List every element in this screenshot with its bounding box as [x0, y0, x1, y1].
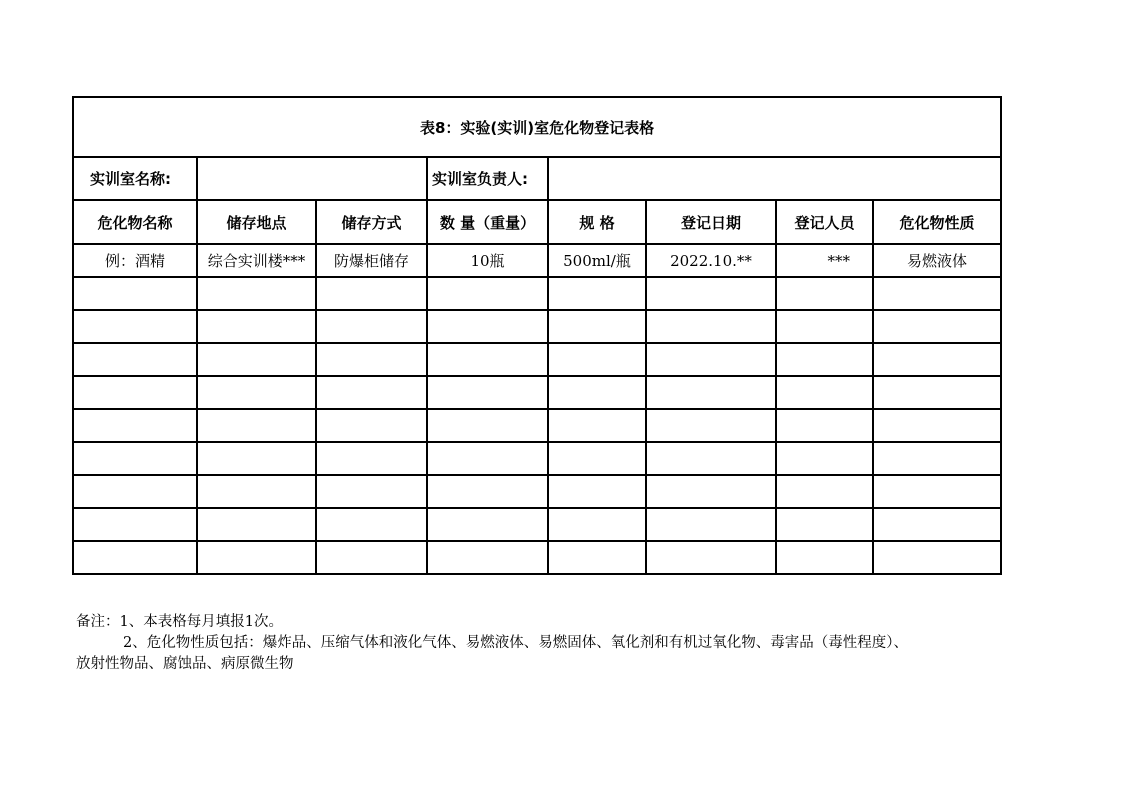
- table-cell[interactable]: [73, 277, 197, 310]
- table-cell[interactable]: [548, 475, 646, 508]
- header-row: [73, 200, 1001, 244]
- header-specification: 规 格: [548, 200, 646, 244]
- table-cell[interactable]: [776, 475, 873, 508]
- room-manager-field[interactable]: [548, 157, 1001, 200]
- notes: [76, 612, 1016, 675]
- header-register-date: 登记日期: [646, 200, 776, 244]
- table-cell[interactable]: [73, 343, 197, 376]
- table-cell[interactable]: [776, 541, 873, 574]
- header-hazard-type: 危化物性质: [873, 200, 1001, 244]
- table-cell[interactable]: [316, 508, 427, 541]
- table-cell[interactable]: [776, 310, 873, 343]
- table-cell[interactable]: [427, 409, 548, 442]
- table-cell[interactable]: [197, 508, 316, 541]
- table-cell[interactable]: [197, 475, 316, 508]
- example-specification: 500ml/瓶: [548, 244, 646, 277]
- table-cell[interactable]: [197, 277, 316, 310]
- table-cell[interactable]: [873, 442, 1001, 475]
- table-cell[interactable]: [316, 277, 427, 310]
- table-cell[interactable]: [646, 376, 776, 409]
- table-cell[interactable]: [548, 508, 646, 541]
- note-line-1: 备注：1、本表格每月填报1次。: [76, 614, 283, 630]
- table-cell[interactable]: [73, 409, 197, 442]
- table-cell[interactable]: [646, 508, 776, 541]
- table-cell[interactable]: [316, 442, 427, 475]
- table-cell[interactable]: [776, 343, 873, 376]
- table-cell[interactable]: [548, 376, 646, 409]
- table-cell[interactable]: [646, 277, 776, 310]
- table-cell[interactable]: [427, 541, 548, 574]
- table-cell[interactable]: [776, 442, 873, 475]
- room-name-label: 实训室名称:: [73, 157, 197, 200]
- table-cell[interactable]: [316, 475, 427, 508]
- header-storage-method: 储存方式: [316, 200, 427, 244]
- table-cell[interactable]: [73, 442, 197, 475]
- table-cell[interactable]: [548, 442, 646, 475]
- table-row: [73, 376, 1001, 409]
- table-cell[interactable]: [427, 508, 548, 541]
- example-registrant: ***: [776, 244, 873, 277]
- table-cell[interactable]: [548, 277, 646, 310]
- header-registrant: 登记人员: [776, 200, 873, 244]
- table-cell[interactable]: [427, 376, 548, 409]
- table-cell[interactable]: [316, 310, 427, 343]
- table-cell[interactable]: [548, 541, 646, 574]
- example-chemical-name: 例：酒精: [73, 244, 197, 277]
- example-storage-location: 综合实训楼***: [197, 244, 316, 277]
- table-cell[interactable]: [646, 310, 776, 343]
- table-cell[interactable]: [548, 310, 646, 343]
- table-cell[interactable]: [873, 310, 1001, 343]
- table-cell[interactable]: [73, 508, 197, 541]
- example-hazard-type: 易燃液体: [873, 244, 1001, 277]
- note-line-3: 放射性物品、腐蚀品、病原微生物: [76, 656, 294, 672]
- header-storage-location: 储存地点: [197, 200, 316, 244]
- room-manager-label: 实训室负责人:: [427, 157, 548, 200]
- table-cell[interactable]: [197, 310, 316, 343]
- table-cell[interactable]: [776, 277, 873, 310]
- table-title: 表8：实验(实训)室危化物登记表格: [73, 97, 1001, 157]
- table-cell[interactable]: [776, 376, 873, 409]
- table-cell[interactable]: [197, 442, 316, 475]
- table-cell[interactable]: [73, 310, 197, 343]
- table-row: [73, 541, 1001, 574]
- table-cell[interactable]: [873, 343, 1001, 376]
- table-row: [73, 277, 1001, 310]
- table-cell[interactable]: [427, 442, 548, 475]
- example-storage-method: 防爆柜储存: [316, 244, 427, 277]
- table-cell[interactable]: [197, 409, 316, 442]
- table-cell[interactable]: [316, 409, 427, 442]
- table-cell[interactable]: [776, 508, 873, 541]
- registration-table: [72, 96, 1002, 575]
- table-cell[interactable]: [873, 277, 1001, 310]
- table-cell[interactable]: [646, 409, 776, 442]
- note-line-2: 2、危化物性质包括：爆炸品、压缩气体和液化气体、易燃液体、易燃固体、氧化剂和有机过氧化物、毒害品（毒性程度）、: [123, 635, 908, 651]
- table-cell[interactable]: [73, 541, 197, 574]
- table-cell[interactable]: [873, 541, 1001, 574]
- table-cell[interactable]: [646, 541, 776, 574]
- table-cell[interactable]: [427, 310, 548, 343]
- example-quantity: 10瓶: [427, 244, 548, 277]
- table-row: [73, 508, 1001, 541]
- table-cell[interactable]: [197, 343, 316, 376]
- header-chemical-name: 危化物名称: [73, 200, 197, 244]
- table-row: [73, 409, 1001, 442]
- table-cell[interactable]: [776, 409, 873, 442]
- table-cell[interactable]: [427, 277, 548, 310]
- table-cell[interactable]: [548, 343, 646, 376]
- table-cell[interactable]: [197, 376, 316, 409]
- table-cell[interactable]: [646, 343, 776, 376]
- table-row: [73, 442, 1001, 475]
- table-cell[interactable]: [873, 409, 1001, 442]
- header-quantity: 数 量（重量）: [427, 200, 548, 244]
- table-cell[interactable]: [873, 376, 1001, 409]
- example-register-date: 2022.10.**: [646, 244, 776, 277]
- table-cell[interactable]: [316, 541, 427, 574]
- table-cell[interactable]: [197, 541, 316, 574]
- table-cell[interactable]: [427, 475, 548, 508]
- table-cell[interactable]: [427, 343, 548, 376]
- table-cell[interactable]: [646, 442, 776, 475]
- table-cell[interactable]: [646, 475, 776, 508]
- table-cell[interactable]: [73, 376, 197, 409]
- table-cell[interactable]: [73, 475, 197, 508]
- room-name-field[interactable]: [197, 157, 427, 200]
- table-cell[interactable]: [873, 508, 1001, 541]
- table-cell[interactable]: [316, 376, 427, 409]
- table-row: [73, 310, 1001, 343]
- table-row: [73, 475, 1001, 508]
- table-cell[interactable]: [548, 409, 646, 442]
- example-row: [73, 244, 1001, 277]
- table-cell[interactable]: [873, 475, 1001, 508]
- table-row: [73, 343, 1001, 376]
- table-cell[interactable]: [316, 343, 427, 376]
